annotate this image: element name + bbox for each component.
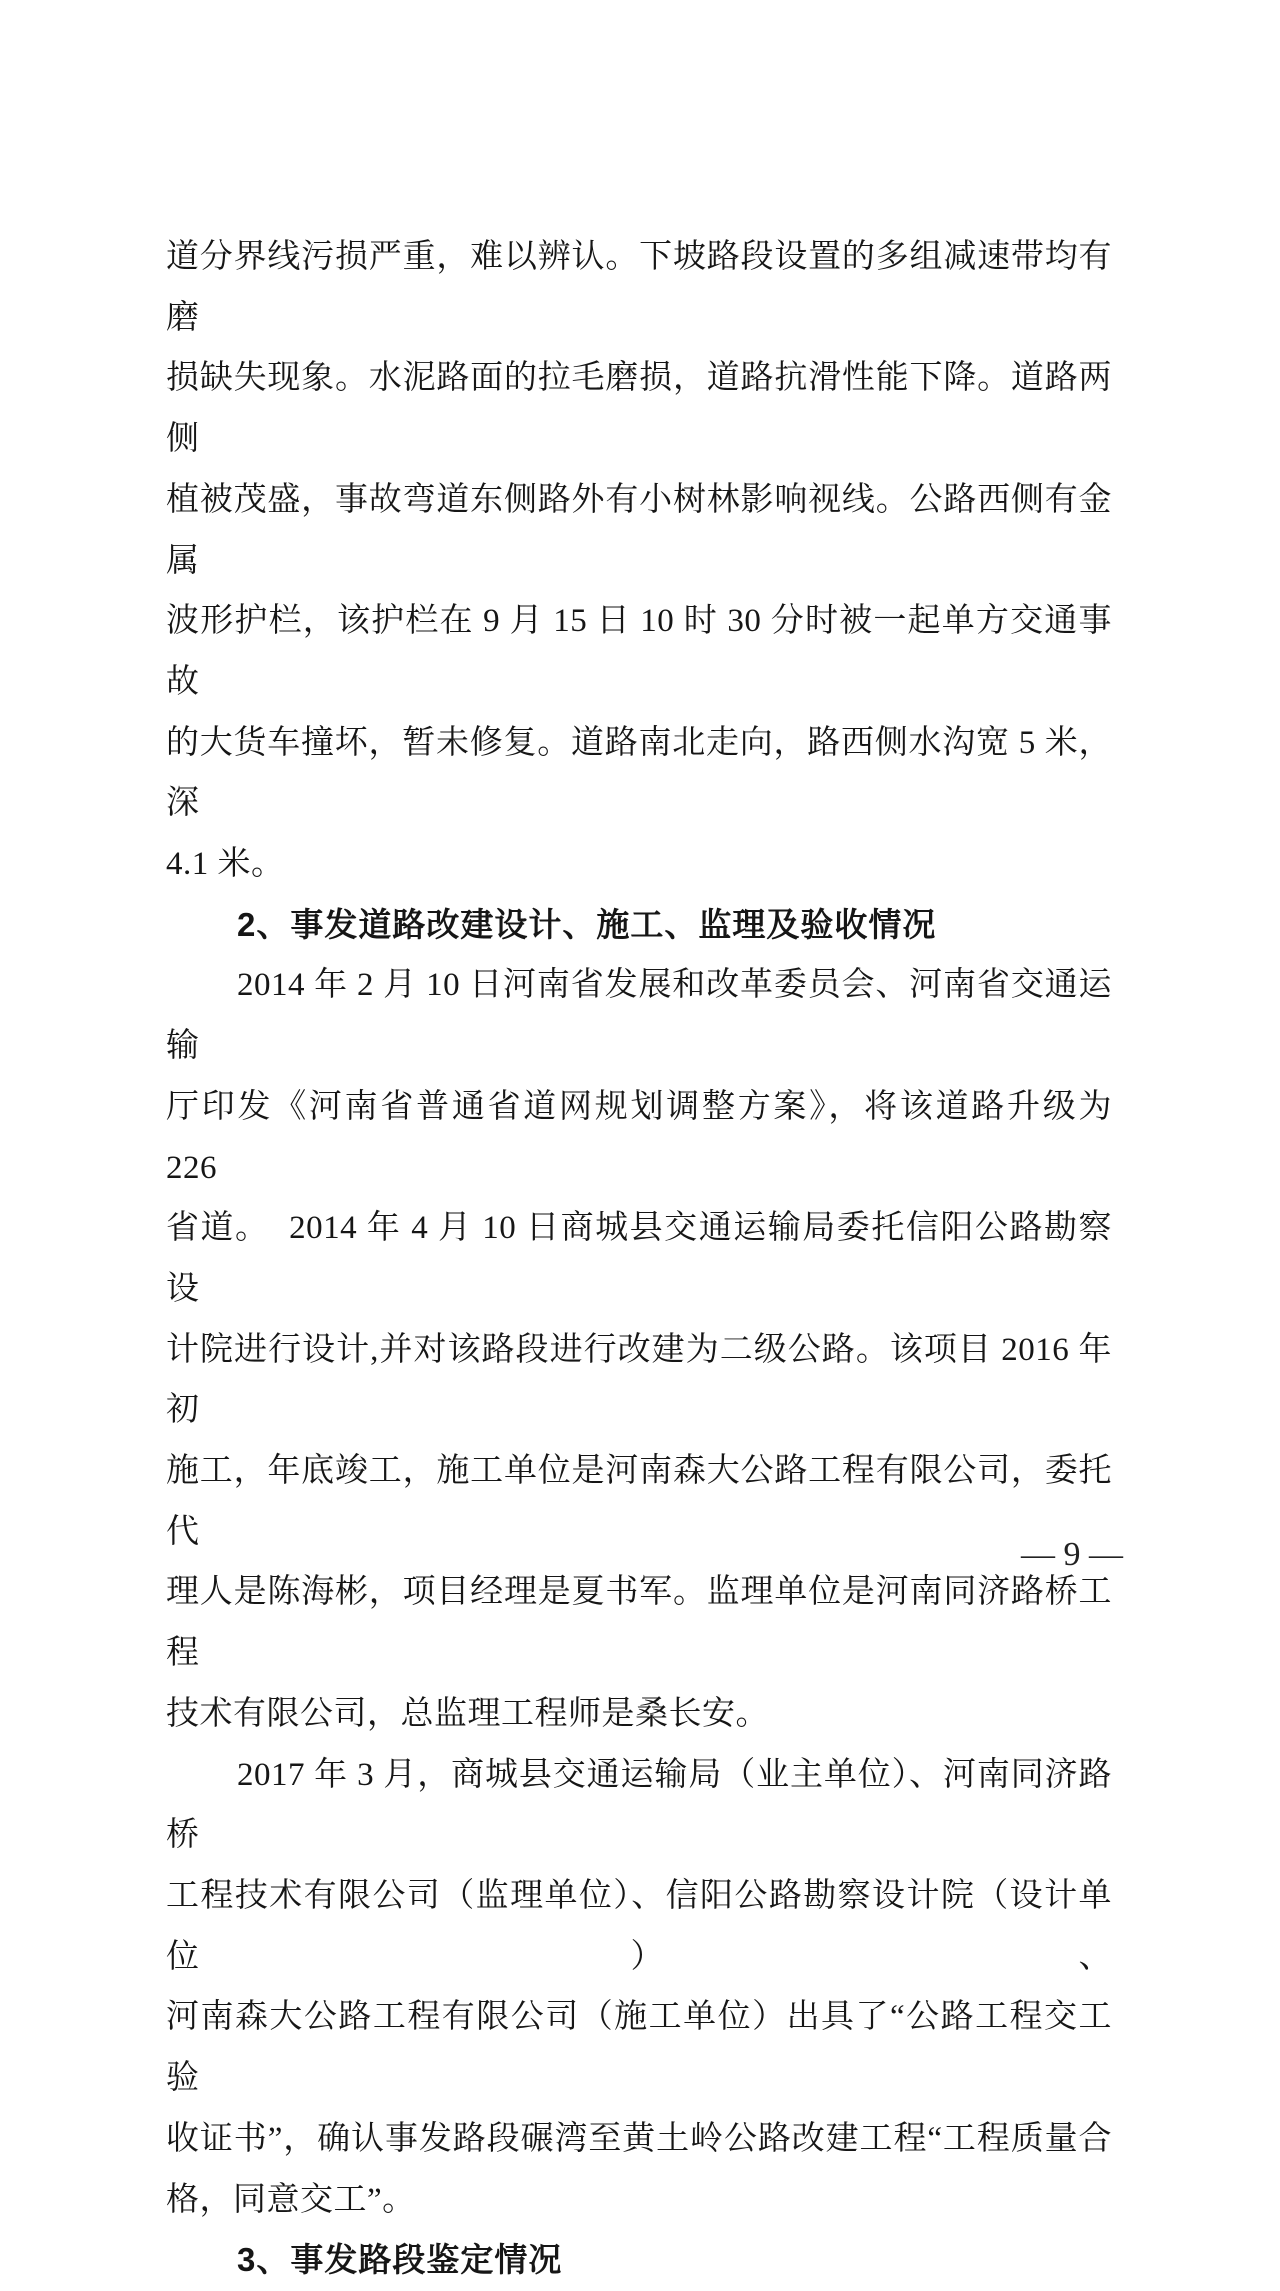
body-text-line: 格，同意交工”。 <box>166 2181 416 2218</box>
page-number: — 9 — <box>1021 1536 1123 1573</box>
body-text-line: 植被茂盛，事故弯道东侧路外有小树林影响视线。公路西侧有金属 <box>166 481 1112 579</box>
section-heading: 3、事发路段鉴定情况 <box>237 2241 563 2279</box>
body-text-line: 技术有限公司，总监理工程师是桑长安。 <box>166 1695 769 1732</box>
document-body <box>166 227 1121 2291</box>
body-text-line: 计院进行设计,并对该路段进行改建为二级公路。该项目 2016 年初 <box>166 1331 1112 1429</box>
body-text-line: 省道。 2014 年 4 月 10 日商城县交通运输局委托信阳公路勘察设 <box>166 1210 1112 1307</box>
body-text-line: 波形护栏，该护栏在 9 月 15 日 10 时 30 分时被一起单方交通事故 <box>166 603 1113 700</box>
body-text-line: 2014 年 2 月 10 日河南省发展和改革委员会、河南省交通运输 <box>166 967 1112 1065</box>
body-text-line: 厅印发《河南省普通省道网规划调整方案》，将该道路升级为 226 <box>166 1088 1121 1186</box>
body-text-line: 的大货车撞坏，暂未修复。道路南北走向，路西侧水沟宽 5 米，深 <box>166 724 1112 822</box>
body-text-line: 道分界线污损严重，难以辨认。下坡路段设置的多组减速带均有磨 <box>166 239 1112 336</box>
body-text-line: 损缺失现象。水泥路面的拉毛磨损，道路抗滑性能下降。道路两侧 <box>166 360 1112 458</box>
body-text-line: 2017 年 3 月，商城县交通运输局（业主单位）、河南同济路桥 <box>166 1756 1112 1854</box>
body-text-line: 施工，年底竣工，施工单位是河南森大公路工程有限公司，委托代 <box>166 1453 1112 1550</box>
body-text-line: 理人是陈海彬，项目经理是夏书军。监理单位是河南同济路桥工程 <box>166 1574 1112 1672</box>
body-text-line: 4.1 米。 <box>166 846 285 883</box>
body-text-line: 收证书”，确认事发路段碾湾至黄土岭公路改建工程“工程质量合 <box>166 2120 1112 2157</box>
section-heading: 2、事发道路改建设计、施工、监理及验收情况 <box>237 905 937 943</box>
body-text-line: 工程技术有限公司（监理单位）、信阳公路勘察设计院（设计单位）、 <box>166 1877 1112 1975</box>
body-text-line: 河南森大公路工程有限公司（施工单位）出具了“公路工程交工验 <box>166 1999 1112 2097</box>
